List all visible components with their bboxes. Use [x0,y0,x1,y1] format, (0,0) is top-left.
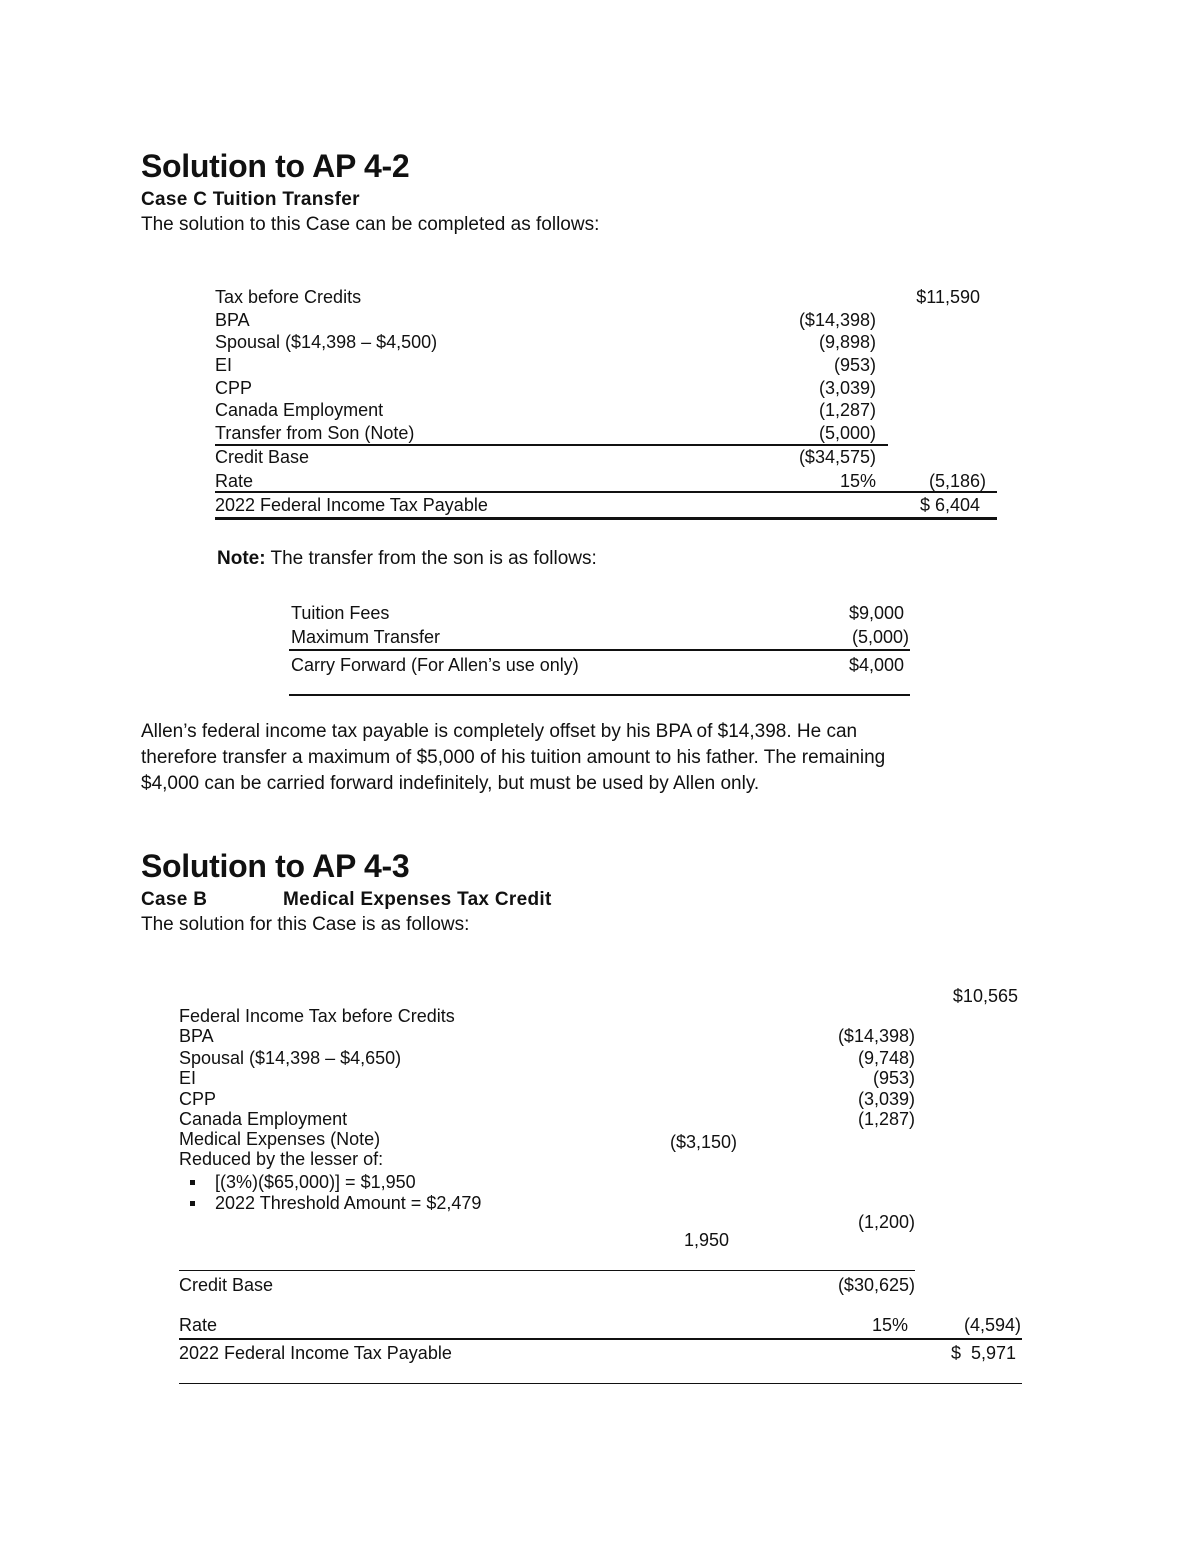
table-row-amount: (953) [872,1068,915,1088]
table-row-label: EI [179,1068,197,1088]
table-row-total: $11,590 [916,287,980,307]
note-divider [289,694,910,696]
note-divider [289,649,910,651]
rate-result: (4,594) [963,1315,1021,1335]
bullet-item: [(3%)($65,000)] = $1,950 [215,1172,416,1192]
paragraph-line: $4,000 can be carried forward indefinitely, but must be used by Allen only. [141,773,760,794]
table-row-label: EI [215,355,233,375]
table-row-amount: ($14,398) [798,310,876,330]
table-row-label: Tax before Credits [215,287,362,307]
note-row-value: (5,000) [851,627,909,647]
table-bottom-rule [179,1383,1022,1384]
credit-base-value: ($30,625) [837,1275,915,1295]
paragraph-line: therefore transfer a maximum of $5,000 of his tuition amount to his father. The remaining [141,747,886,768]
lesser-value: 1,950 [683,1230,729,1250]
medical-net-amount: (1,200) [857,1212,915,1232]
table-row-amount: (3,039) [818,378,876,398]
bullet-icon [190,1180,195,1185]
table-row-amount: (953) [833,355,876,375]
table-row-total: (5,186) [928,471,986,491]
table-double-divider [215,517,997,520]
table-row-label: Spousal ($14,398 – $4,650) [179,1048,402,1068]
table-row-amount: (3,039) [857,1089,915,1109]
section2-case-label: Case B [141,889,208,910]
note-row-label: Tuition Fees [291,603,390,623]
table-row-label: Transfer from Son (Note) [215,423,415,443]
table-row-label: Reduced by the lesser of: [179,1149,384,1169]
section2-case-title: Medical Expenses Tax Credit [283,889,552,910]
table-row-label: Medical Expenses (Note) [179,1129,381,1149]
note-label: Note: [217,548,266,569]
section1-intro: The solution to this Case can be completed as follows: [141,214,600,235]
table-row-label: CPP [215,378,253,398]
top-amount: $10,565 [952,986,1018,1006]
explanation-paragraph [141,719,885,797]
note-text: The transfer from the son is as follows: [270,548,597,569]
table-row-label: 2022 Federal Income Tax Payable [215,495,488,515]
table-row-amount: ($34,575) [798,447,876,467]
paragraph-line: Allen’s federal income tax payable is completely offset by his BPA of $14,398. He can [141,721,858,742]
table-row-label: Spousal ($14,398 – $4,500) [215,332,438,352]
note-row-value: $4,000 [848,655,904,675]
table-row-amount: (9,898) [818,332,876,352]
payable-label: 2022 Federal Income Tax Payable [179,1343,452,1363]
table-row-label: BPA [179,1026,214,1046]
table-row-total: $ 6,404 [919,495,980,515]
rate-value: 15% [871,1315,908,1335]
note-row-label: Maximum Transfer [291,627,441,647]
section2-title: Solution to AP 4-3 [141,848,410,884]
bullet-item: 2022 Threshold Amount = $2,479 [215,1193,482,1213]
table-row-amount: ($14,398) [837,1026,915,1046]
table-divider [215,491,997,493]
section1-title: Solution to AP 4-2 [141,148,410,184]
section1-case-heading: Case C Tuition Transfer [141,189,360,210]
table-row-label: Canada Employment [179,1109,348,1129]
credit-base-label: Credit Base [179,1275,274,1295]
table-row-amount: (5,000) [818,423,876,443]
table-row-amount: (9,748) [857,1048,915,1068]
table-row-amount: (1,287) [857,1109,915,1129]
note-row-label: Carry Forward (For Allen’s use only) [291,655,579,675]
rate-label: Rate [179,1315,218,1335]
table-row-label: Federal Income Tax before Credits [179,1006,455,1026]
table-row-label: CPP [179,1089,217,1109]
table-row-label: Canada Employment [215,400,384,420]
table-row-label: Credit Base [215,447,310,467]
section2-intro: The solution for this Case is as follows: [141,914,470,935]
note-row-value: $9,000 [848,603,904,623]
note-line [217,548,597,570]
table-row-label: Rate [215,471,254,491]
medical-amount: ($3,150) [669,1132,737,1152]
table-divider [179,1338,1022,1340]
bullet-icon [190,1201,195,1206]
table-row-amount: (1,287) [818,400,876,420]
table-row-amount: 15% [839,471,876,491]
table-row-label: BPA [215,310,250,330]
payable-value: $ 5,971 [950,1343,1016,1363]
table-divider [179,1270,915,1271]
